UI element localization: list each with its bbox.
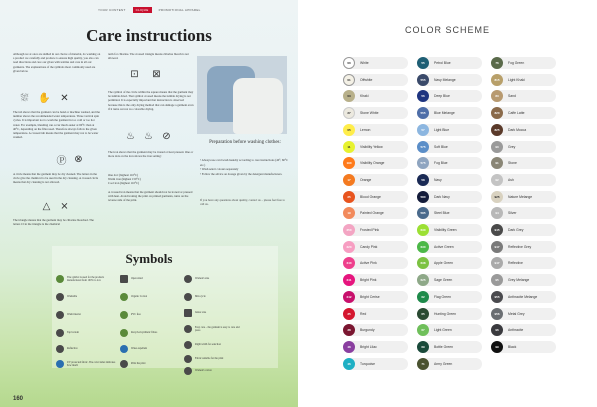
color-item — [491, 191, 556, 203]
top-nav — [95, 7, 204, 13]
color-swatch: 580 — [417, 191, 429, 203]
color-name: Light Khaki — [508, 77, 525, 82]
color-swatch: 240 — [343, 257, 355, 269]
symbol-item: UV protected fabric. The color index indicates how much — [56, 360, 116, 368]
color-item — [417, 291, 482, 303]
recycled-fibres-icon — [120, 329, 128, 337]
nav-item-your-content[interactable]: YOUR CONTENT — [98, 8, 126, 12]
bleach-text: The triangle means that the garment may be chlorine bleached. The letters Cl in the triangle is the chemical — [13, 218, 94, 227]
color-swatch: 945 — [491, 224, 503, 236]
pvc-free-icon — [120, 311, 128, 319]
color-name: Sand — [508, 94, 516, 99]
color-item — [491, 341, 556, 353]
care-intro-text: Although we at once are skilled in our choice of material, do washing on a product we carefully and produce to ensure high quality, you also can read directions and care our given with textiles and care in all our garments. The explanations of the symbols most commonly used are given below. — [13, 52, 101, 73]
color-item — [417, 57, 482, 69]
color-swatch: 947 — [491, 241, 503, 253]
color-item — [491, 308, 556, 320]
iron-setting-item: Cool iron (highest 110°C) — [108, 181, 140, 186]
color-item — [417, 141, 482, 153]
symbol-item: Print the print — [120, 360, 180, 368]
color-name: Candy Pink — [360, 244, 378, 249]
color-item — [417, 124, 482, 136]
color-item — [343, 157, 408, 169]
color-name: Turquoise — [360, 361, 375, 366]
wash-tub-icon: ⛆ — [20, 93, 29, 104]
uv-protection-icon — [56, 360, 64, 368]
color-swatch: 05 — [343, 124, 355, 136]
iron-setting-item: One dot: (highest 110°C) — [108, 173, 139, 177]
color-name: Sage Green — [434, 278, 453, 283]
color-item — [417, 308, 482, 320]
color-scheme-title: COLOR SCHEME — [404, 25, 490, 35]
mid-cycle-icon — [184, 293, 192, 301]
color-item — [491, 74, 556, 86]
color-item — [343, 74, 408, 86]
color-item — [343, 241, 408, 253]
color-item — [417, 107, 482, 119]
color-swatch: 03 — [343, 90, 355, 102]
color-name: Blue Melange — [434, 111, 455, 116]
color-name: Silver — [508, 211, 517, 216]
nav-item-clique[interactable]: CLIQUE — [133, 7, 152, 13]
color-swatch: 630 — [417, 241, 429, 253]
open-sided-icon — [120, 275, 128, 283]
color-swatch: 57 — [417, 124, 429, 136]
symbol-item: Easy care – the garment is easy to care and press — [184, 325, 244, 333]
symbol-item: Wash interior — [56, 311, 116, 319]
symbol-item: Reflective — [56, 345, 116, 353]
color-name: Soft Blue — [434, 144, 448, 149]
symbol-item: Women's size — [184, 275, 244, 283]
color-name: Burgundy — [360, 328, 375, 333]
color-swatch: 956 — [491, 308, 503, 320]
color-swatch: 99 — [491, 341, 503, 353]
color-item — [491, 241, 556, 253]
color-name: Bright Pink — [360, 278, 377, 283]
organic-cotton-icon — [120, 293, 128, 301]
color-item — [343, 90, 408, 102]
color-swatch: 25 — [343, 191, 355, 203]
color-item — [417, 224, 482, 236]
symbol-item: PVC free — [120, 311, 180, 319]
color-name: Steel Blue — [434, 211, 450, 216]
symbol-item: Open sided — [120, 275, 180, 283]
color-item — [491, 224, 556, 236]
preparation-item: • Follow the advice on dosage given by the detergent manufacturers. — [200, 172, 290, 177]
iron-settings-list — [108, 173, 194, 186]
color-swatch: 638 — [417, 257, 429, 269]
preparation-footer: If you have any questions about quality, contact us – please feel free to call us. — [200, 198, 285, 206]
white-sweatshirt — [233, 78, 283, 134]
color-swatch: 555 — [417, 107, 429, 119]
color-item — [417, 341, 482, 353]
right-width-icon — [184, 341, 192, 349]
preparation-title: Preparation before washing clothes: — [209, 140, 281, 145]
symbol-item: Tap bottom — [56, 329, 116, 337]
color-item — [343, 124, 408, 136]
color-item — [343, 191, 408, 203]
dry-clean-p-icon: Ⓟ — [56, 156, 67, 167]
left-page — [0, 0, 298, 407]
womens-cotton-icon — [184, 367, 192, 375]
symbol-item: Fabric suitable for the print — [184, 355, 244, 363]
color-swatch: 95 — [491, 274, 503, 286]
iron-text: The iron shows that the garment may be ironed or heat pressed. One or more dots on the iron shows the iron setting: — [108, 150, 194, 159]
color-item — [343, 324, 408, 336]
color-item — [343, 341, 408, 353]
symbol-item: Mid-cycle — [184, 293, 244, 301]
color-swatch: 71 — [417, 358, 429, 370]
color-swatch: 575 — [417, 141, 429, 153]
color-item — [491, 107, 556, 119]
color-swatch: 65 — [417, 308, 429, 320]
iron-one-dot-icon: ♨ — [126, 131, 135, 142]
color-item — [491, 174, 556, 186]
preparation-item: • Wash select colours separately — [200, 167, 290, 172]
color-item — [343, 291, 408, 303]
sweatshirts-photo — [197, 56, 287, 134]
symbol-item: Recycled synthetic fibres — [120, 329, 180, 337]
color-swatch: 220 — [343, 241, 355, 253]
color-swatch: 46 — [343, 358, 355, 370]
color-swatch: 630 — [417, 224, 429, 236]
color-item — [417, 207, 482, 219]
color-name: Reflective Grey — [508, 244, 532, 249]
color-name: Painted Orange — [360, 211, 384, 216]
color-swatch: 947 — [491, 257, 503, 269]
color-swatch: 58 — [417, 174, 429, 186]
color-item — [417, 274, 482, 286]
color-item — [417, 257, 482, 269]
bleach-text-cont: term for chlorine. The crossed triangle means chlorine bleach is not allowed. — [108, 52, 189, 61]
iron-setting-item: Warm iron (highest 150°C) — [108, 177, 141, 182]
color-item — [417, 74, 482, 86]
wash-interior-icon — [56, 311, 64, 319]
color-name: Reflective — [508, 261, 523, 266]
page-number: 160 — [13, 396, 24, 402]
color-item — [417, 358, 482, 370]
color-swatch: 69 — [417, 341, 429, 353]
color-swatch: 90 — [491, 141, 503, 153]
color-name: Hunting Green — [434, 311, 457, 316]
fabric-print-icon — [184, 355, 192, 363]
color-swatch: 955 — [491, 291, 503, 303]
womens-size-icon — [184, 275, 192, 283]
color-swatch: 62 — [417, 291, 429, 303]
color-name: Offwhite — [360, 77, 373, 82]
color-swatch: 17 — [343, 174, 355, 186]
color-item — [343, 274, 408, 286]
hand-wash-icon: ✋ — [38, 93, 51, 104]
color-item — [491, 207, 556, 219]
color-name: Caffe Latte — [508, 111, 525, 116]
color-swatch: 56 — [417, 90, 429, 102]
color-item — [491, 274, 556, 286]
color-swatch: 555 — [417, 74, 429, 86]
color-swatch: 83 — [491, 90, 503, 102]
color-name: Nature Melange — [508, 194, 533, 199]
color-item — [417, 90, 482, 102]
color-swatch: 91 — [491, 157, 503, 169]
color-name: Dark Navy — [434, 194, 450, 199]
preparation-list — [200, 158, 290, 176]
color-name: Light Blue — [434, 127, 450, 132]
color-item — [491, 291, 556, 303]
washable-icon — [56, 293, 64, 301]
color-name: Bright Cerise — [360, 294, 380, 299]
color-name: Red — [360, 311, 367, 316]
color-name: Navy — [434, 177, 442, 182]
color-name: Metal Grey — [508, 311, 525, 316]
junior-size-icon — [184, 309, 192, 317]
color-swatch: 92 — [491, 174, 503, 186]
color-swatch: 250 — [343, 224, 355, 236]
color-item — [343, 141, 408, 153]
color-item — [491, 124, 556, 136]
print-icon — [120, 360, 128, 368]
no-bleach-icon: ⨯ — [60, 201, 69, 212]
color-item — [343, 57, 408, 69]
color-swatch: 19 — [343, 207, 355, 219]
color-swatch: 925 — [491, 191, 503, 203]
color-item — [417, 191, 482, 203]
no-dry-clean-icon: ⊗ — [74, 154, 83, 165]
chlorine-bleach-icon: △ — [42, 201, 51, 212]
color-name: Orange — [360, 177, 372, 182]
color-item — [343, 358, 408, 370]
tumble-dry-icon: ⊡ — [130, 69, 139, 80]
color-item — [343, 308, 408, 320]
color-name: Fog Blue — [434, 161, 448, 166]
color-name: White — [360, 61, 369, 65]
color-name: Bottle Green — [434, 344, 454, 349]
dry-clean-text: A circle means that the garment may be dry cleaned. The letters in the circle give the chemical to be used in the dry cleaning. A crossed circle means that dry cleaning is not allowed. — [13, 172, 99, 185]
symbols-title: Symbols — [125, 251, 173, 266]
color-swatch: 35 — [343, 308, 355, 320]
no-wash-icon: ✕ — [60, 93, 69, 104]
color-item — [343, 207, 408, 219]
tap-bottom-icon — [56, 329, 64, 337]
color-swatch: 11 — [343, 141, 355, 153]
color-name: Black — [508, 344, 517, 349]
color-name: Stone White — [360, 111, 379, 116]
color-name: Deep Blue — [434, 94, 450, 99]
color-item — [491, 157, 556, 169]
color-name: Khaki — [360, 94, 369, 99]
color-swatch: 815 — [491, 74, 503, 86]
color-swatch: 27 — [343, 107, 355, 119]
color-name: Visibility Yellow — [360, 144, 383, 149]
water-repellent-icon — [120, 345, 128, 353]
color-name: Army Green — [434, 361, 453, 366]
color-name: Anthracite — [508, 328, 524, 333]
color-item — [491, 141, 556, 153]
color-name: Blood Orange — [360, 194, 381, 199]
tumble-dry-text: The symbol of the circle within the square means that the garment may be tumble dried. That symbol crossed means the tumble drying is not permitted. It is especially important that instruction is observed because this is the only drying method that can damage a garment even if it turns out not too colorable drying. — [108, 90, 194, 111]
no-tumble-dry-icon: ⊠ — [152, 69, 161, 80]
color-swatch: 820 — [491, 107, 503, 119]
symbol-item: Right width for selection — [184, 341, 244, 349]
no-iron-text: A crossed iron means that the garment should not be ironed or pressed with heat. Avoid ironing the print on printed garments, turns on the reverse side of the print. — [108, 190, 193, 203]
iron-two-dot-icon: ♨ — [144, 131, 153, 142]
color-swatch: 55 — [417, 57, 429, 69]
color-swatch: 242 — [343, 291, 355, 303]
color-swatch: 241 — [343, 274, 355, 286]
color-swatch: 38 — [343, 324, 355, 336]
color-name: Grey — [508, 144, 516, 149]
symbol-item: Women's cotton — [184, 367, 244, 375]
color-name: Active Pink — [360, 261, 377, 266]
symbol-item: Organic Cotton — [120, 293, 180, 301]
color-name: Anthracite Melange — [508, 294, 538, 299]
symbol-item: The symbol is used for the products manufactured from 100% to low — [56, 275, 116, 283]
preparation-item: • Always use card wash laundry according to care instructions (40°, 60°C etc.) — [200, 158, 290, 167]
color-name: Frosted Pink — [360, 228, 380, 232]
color-name: Dark Mocca — [508, 127, 527, 132]
wash-tub-text: The tub shows that the garment can be hand or machine washed, and the number shows the recommended water temperature. Three vertical spin cycles. It is important not to wash the garment in too cold or too hot water. For example, blending can occur much easier at 60°C than at 40°C, depending on the fibre used. Therefore always follow the given temperature. A crossed tub means that the garment may not to be water washed. — [13, 110, 100, 140]
color-name: Active Green — [434, 244, 454, 249]
color-name: Petrol Blue — [434, 61, 451, 65]
reflective-icon — [56, 345, 64, 353]
color-swatch: 48 — [343, 341, 355, 353]
color-item — [491, 324, 556, 336]
color-swatch: 94 — [491, 207, 503, 219]
fabric-symbol-icon — [56, 275, 64, 283]
color-item — [417, 157, 482, 169]
color-name: Lemon — [360, 127, 371, 132]
color-name: Stone — [508, 161, 517, 166]
color-swatch: 00 — [343, 57, 355, 69]
symbol-item: Junior size — [184, 309, 244, 317]
color-item — [491, 90, 556, 102]
color-swatch: 01 — [343, 74, 355, 86]
color-item — [417, 174, 482, 186]
nav-item-promotional-apparel[interactable]: PROMOTIONAL APPAREL — [158, 8, 201, 12]
color-name: Fog Green — [508, 61, 525, 65]
color-swatch: 67 — [417, 324, 429, 336]
color-item — [343, 257, 408, 269]
symbol-item: Washable — [56, 293, 116, 301]
easy-care-icon — [184, 325, 192, 333]
color-swatch: 575 — [417, 157, 429, 169]
color-name: Apple Green — [434, 261, 454, 266]
color-name: Bright Lilac — [360, 344, 377, 349]
care-instructions-title: Care instructions — [86, 26, 212, 45]
color-item — [343, 174, 408, 186]
color-name: Ash — [508, 177, 514, 182]
color-name: Light Green — [434, 328, 452, 333]
color-item — [417, 241, 482, 253]
color-swatch: 76 — [491, 57, 503, 69]
color-item — [417, 324, 482, 336]
color-swatch: 585 — [417, 207, 429, 219]
color-swatch: 625 — [417, 274, 429, 286]
color-name: Visibility Orange — [360, 161, 385, 166]
color-item — [343, 224, 408, 236]
color-swatch: 96 — [491, 324, 503, 336]
color-item — [491, 57, 556, 69]
color-swatch: 190 — [343, 157, 355, 169]
no-iron-icon: ⊘ — [162, 131, 171, 142]
color-name: Grey Melange — [508, 278, 530, 283]
color-name: Flag Green — [434, 294, 451, 299]
color-name: Dark Grey — [508, 228, 524, 232]
color-item — [343, 107, 408, 119]
symbol-item: Water-repellent — [120, 345, 180, 353]
color-swatch: 825 — [491, 124, 503, 136]
color-name: Visibility Green — [434, 228, 457, 232]
color-item — [491, 257, 556, 269]
color-name: Navy Melange — [434, 77, 456, 82]
